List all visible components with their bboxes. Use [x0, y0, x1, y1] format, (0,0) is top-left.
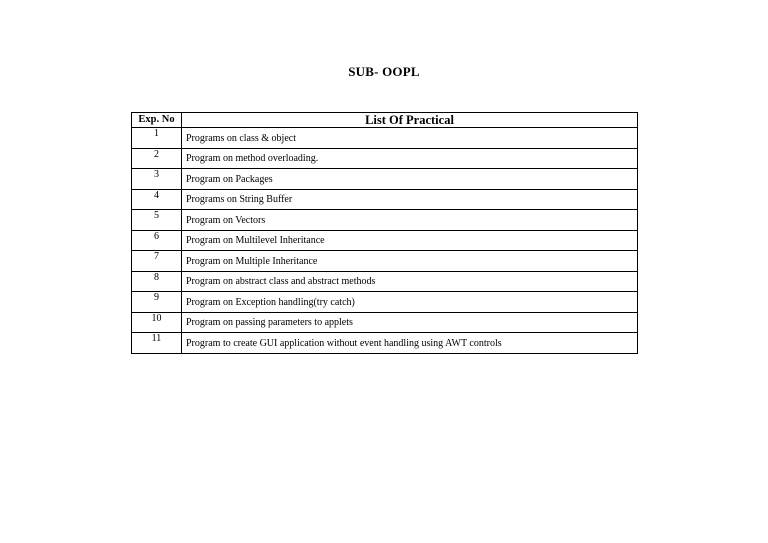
exp-number: 1: [132, 128, 182, 149]
table-row: [132, 271, 638, 292]
practical-title: Program on Packages: [182, 169, 638, 190]
table-row: [132, 128, 638, 149]
practical-title: Programs on String Buffer: [182, 189, 638, 210]
practical-title: Program on abstract class and abstract methods: [182, 271, 638, 292]
header-list-of-practical: List Of Practical: [182, 113, 638, 128]
practical-title: Program on Multiple Inheritance: [182, 251, 638, 272]
practical-title: Program on method overloading.: [182, 148, 638, 169]
table-row: [132, 230, 638, 251]
table-body: [132, 128, 638, 354]
table-row: [132, 210, 638, 231]
exp-number: 9: [132, 292, 182, 313]
table-header: [132, 113, 638, 128]
table-row: [132, 189, 638, 210]
exp-number: 5: [132, 210, 182, 231]
exp-number: 6: [132, 230, 182, 251]
practical-title: Program on Exception handling(try catch): [182, 292, 638, 313]
exp-number: 10: [132, 312, 182, 333]
exp-number: 7: [132, 251, 182, 272]
exp-number: 4: [132, 189, 182, 210]
practical-title: Program on Multilevel Inheritance: [182, 230, 638, 251]
table-row: [132, 148, 638, 169]
exp-number: 8: [132, 271, 182, 292]
exp-number: 3: [132, 169, 182, 190]
table-row: [132, 333, 638, 354]
exp-number: 2: [132, 148, 182, 169]
practical-title: Program on passing parameters to applets: [182, 312, 638, 333]
table-row: [132, 292, 638, 313]
header-exp-no: Exp. No: [132, 113, 182, 128]
practical-title: Program on Vectors: [182, 210, 638, 231]
exp-number: 11: [132, 333, 182, 354]
practical-list-table: [131, 112, 638, 354]
table-row: [132, 251, 638, 272]
practical-title: Program to create GUI application without event handling using AWT controls: [182, 333, 638, 354]
practical-title: Programs on class & object: [182, 128, 638, 149]
header-row: [132, 113, 638, 128]
page-title: SUB- OOPL: [348, 64, 420, 79]
table-row: [132, 169, 638, 190]
table-row: [132, 312, 638, 333]
